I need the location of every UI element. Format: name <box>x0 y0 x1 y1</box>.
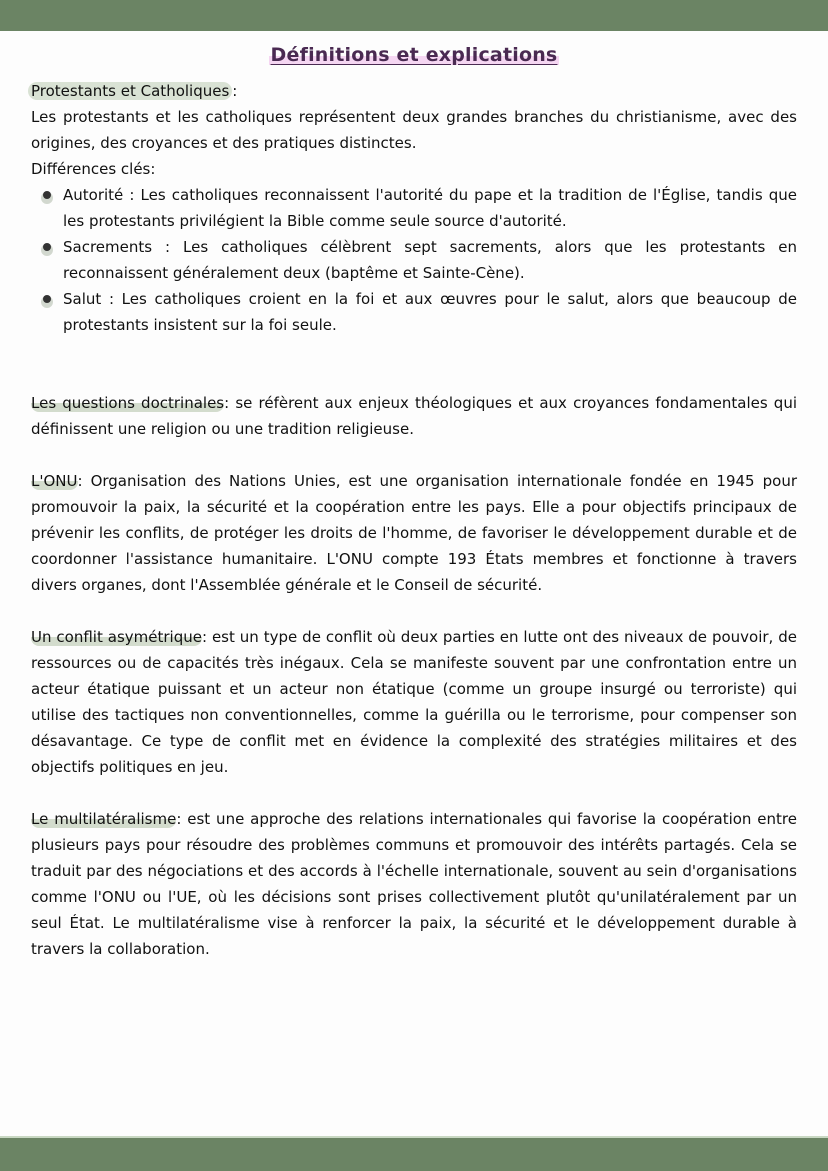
term-highlight: Protestants et Catholiques <box>28 82 232 100</box>
term-highlight: Les questions doctrinales <box>31 394 225 412</box>
document-page <box>31 44 797 962</box>
section-intro: Les protestants et les catholiques représentent deux grandes branches du christianisme, avec des origines, des croyances et des pratiques distinctes. <box>31 108 797 152</box>
definition-conflit-asymetrique <box>31 624 797 780</box>
section-protestants-catholiques <box>31 78 797 338</box>
bullet-icon <box>43 191 51 199</box>
list-item-text: Sacrements : Les catholiques célèbrent sept sacrements, alors que les protestants en reconnaissent généralement deux (baptême et Sainte-Cène). <box>63 238 797 282</box>
list-item <box>31 182 797 234</box>
list-item <box>31 286 797 338</box>
definition-body: : se réfèrent aux enjeux théologiques et aux croyances fondamentales qui définissent une religion ou une tradition religieuse. <box>31 394 797 438</box>
section-heading <box>31 78 797 104</box>
differences-list <box>31 182 797 338</box>
list-item-text: Salut : Les catholiques croient en la foi et aux œuvres pour le salut, alors que beaucoup de protestants insistent sur la foi seule. <box>63 290 797 334</box>
page-title: Définitions et explications <box>270 44 558 66</box>
definition-body: : est un type de conflit où deux parties en lutte ont des niveaux de pouvoir, de ressources ou de capacités très inégaux. Cela se manifeste souvent par une confrontation entre un acteur étatique puissant et un acteur non étatique (comme un groupe insurgé ou terroriste) qui utilise des tactiques non conventionnelles, comme la guérilla ou le terrorisme, pour compenser son désavantage. Ce type de conflit met en évidence la complexité des stratégies militaires et des objectifs politiques en jeu. <box>31 628 797 776</box>
definition-onu <box>31 468 797 598</box>
definition-questions-doctrinales <box>31 390 797 442</box>
header-band <box>0 0 828 31</box>
term-highlight: Un conflit asymétrique <box>31 628 202 646</box>
term-highlight: L'ONU <box>31 472 78 490</box>
definition-multilateralisme <box>31 806 797 962</box>
title-container <box>31 44 797 78</box>
bullet-icon <box>43 295 51 303</box>
list-item-text: Autorité : Les catholiques reconnaissent l'autorité du pape et la tradition de l'Église, tandis que les protestants privilégient la Bible comme seule source d'autorité. <box>63 186 797 230</box>
footer-band <box>0 1136 828 1171</box>
list-item <box>31 234 797 286</box>
spacer <box>31 598 797 624</box>
spacer <box>31 338 797 390</box>
term-suffix: : <box>232 82 238 100</box>
bullet-icon <box>43 243 51 251</box>
spacer <box>31 780 797 806</box>
definition-body: : est une approche des relations internationales qui favorise la coopération entre plusieurs pays pour résoudre des problèmes communs et promouvoir des intérêts partagés. Cela se traduit par des négociations et des accords à l'échelle internationale, souvent au sein d'organisations comme l'ONU ou l'UE, où les décisions sont prises collectivement plutôt qu'unilatéralement par un seul État. Le multilatéralisme vise à renforcer la paix, la sécurité et le développement durable à travers la collaboration. <box>31 810 797 958</box>
subheading-differences: Différences clés: <box>31 160 156 178</box>
definition-body: : Organisation des Nations Unies, est une organisation internationale fondée en 1945 pour promouvoir la paix, la sécurité et la coopération entre les pays. Elle a pour objectifs principaux de prévenir les conflits, de protéger les droits de l'homme, de favoriser le développement durable et de coordonner l'assistance humanitaire. L'ONU compte 193 États membres et fonctionne à travers divers organes, dont l'Assemblée générale et le Conseil de sécurité. <box>31 472 797 594</box>
term-highlight: Le multilatéralisme <box>31 810 177 828</box>
spacer <box>31 442 797 468</box>
